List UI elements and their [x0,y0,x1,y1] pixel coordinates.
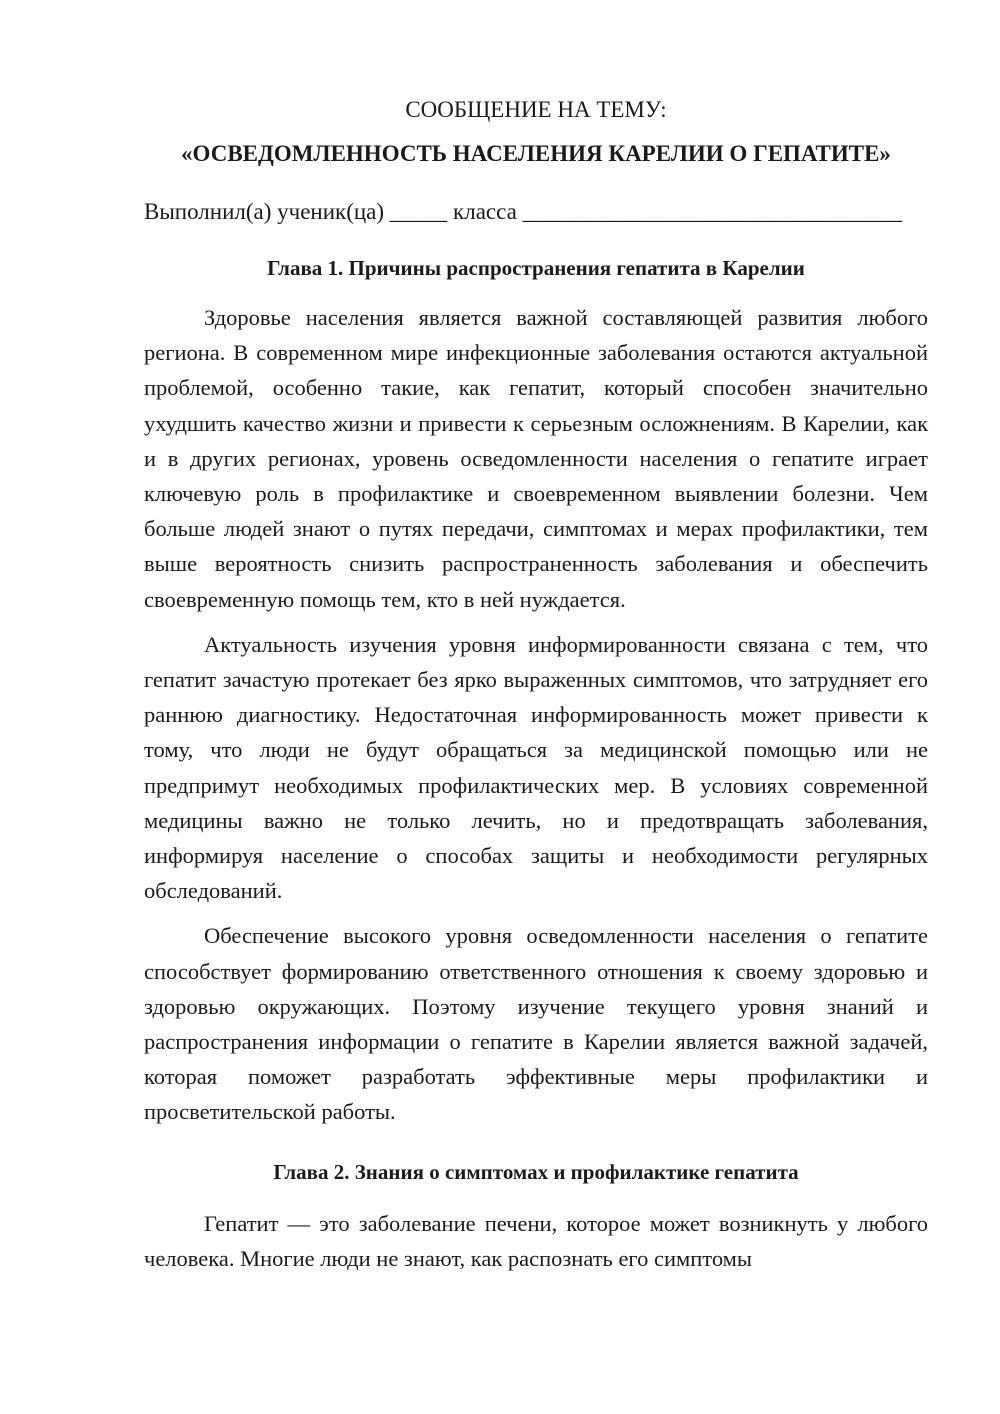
chapter-2-heading: Глава 2. Знания о симптомах и профилактике гепатита [273,1159,799,1184]
chapter-1-paragraph-3: Обеспечение высокого уровня осведомленности населения о гепатите способствует формированию ответственного отношения к своему здоровью и здоровью окружающих. Поэтому изучение текущего уровня знаний и распространения информации о гепатите в Карелии является важной задачей, которая поможет разработать эффективные меры профилактики и просветительской работы. [144,923,928,1125]
chapter-2-paragraph-1: Гепатит — это заболевание печени, которое может возникнуть у любого человека. Многие люди не знают, как распознать его симптомы [144,1210,928,1271]
student-info-line: Выполнил(а) ученик(ца) _____ класса _________________________________ [144,199,903,224]
document-title-line-1: СООБЩЕНИЕ НА ТЕМУ: [405,97,667,122]
chapter-1-heading: Глава 1. Причины распространения гепатита в Карелии [267,256,805,280]
chapter-1-paragraph-1: Здоровье населения является важной составляющей развития любого региона. В современном мире инфекционные заболевания остаются актуальной проблемой, особенно такие, как гепатит, который способен значительно ухудшить качество жизни и привести к серьезным осложнениям. В Карелии, как и в других регионах, уровень осведомленности населения о гепатите играет ключевую роль в профилактике и своевременном выявлении болезни. Чем больше людей знают о путях передачи, симптомах и мерах профилактики, тем выше вероятность снизить распространенность заболевания и обеспечить своевременную помощь тем, кто в ней нуждается. [144,305,928,612]
document-title-line-2: «ОСВЕДОМЛЕННОСТЬ НАСЕЛЕНИЯ КАРЕЛИИ О ГЕПАТИТЕ» [181,141,891,166]
document-page [144,96,928,1276]
chapter-1-paragraph-2: Актуальность изучения уровня информированности связана с тем, что гепатит зачастую протекает без ярко выраженных симптомов, что затрудняет его раннюю диагностику. Недостаточная информированность может привести к тому, что люди не будут обращаться за медицинской помощью или не предпримут необходимых профилактических мер. В условиях современной медицины важно не только лечить, но и предотвращать заболевания, информируя население о способах защиты и необходимости регулярных обследований. [144,631,928,904]
